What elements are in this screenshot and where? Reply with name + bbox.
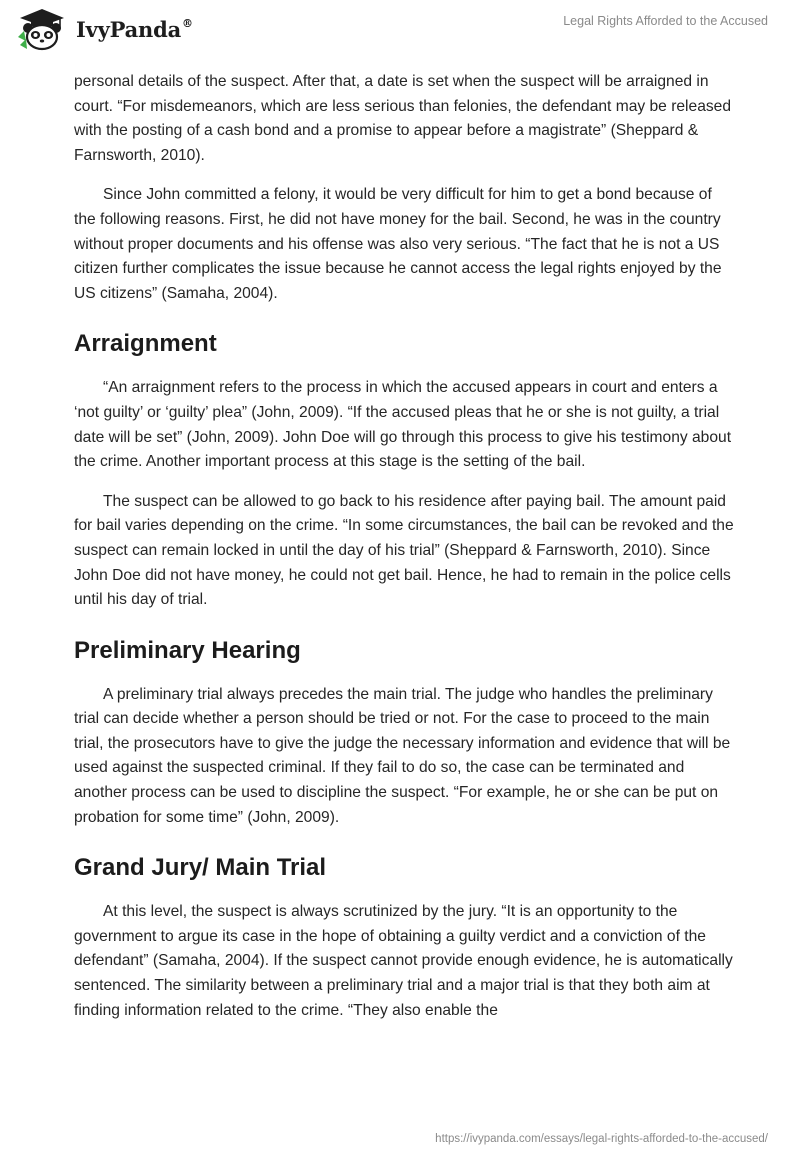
section-heading-arraignment: Arraignment [74,330,217,358]
paragraph: The suspect can be allowed to go back to his residence after paying bail. The amount paid for bail varies depending on the crime. “In some circumstances, the bail can be revoked and the suspect can remain locked in until the day of his trial” (Sheppard & Farnsworth, 2010). Since John Doe did not have money, he could not get bail. Hence, he had to remain in the police cells until his day of trial. [74,492,734,609]
section-heading-grand-jury: Grand Jury/ Main Trial [74,854,327,882]
source-url-link[interactable]: https://ivypanda.com/essays/legal-rights-afforded-to-the-accused/ [435,1133,768,1145]
document-title: Legal Rights Afforded to the Accused [563,14,768,28]
paragraph: At this level, the suspect is always scrutinized by the jury. “It is an opportunity to the government to argue its case in the hope of obtaining a guilty verdict and a conviction of the defendant” (Samaha, 2004). If the suspect cannot provide enough evidence, he is automatically sentenced. The similarity between a preliminary trial and a major trial is that they both aim at finding information related to the crime. “They also enable the [74,903,733,1019]
paragraph: “An arraignment refers to the process in which the accused appears in court and enters a ‘not guilty’ or ‘guilty’ plea” (John, 2009). “If the accused pleas that he or she is not guilty, a trial date will be set” (John, 2009). John Doe will go through this process to give his testimony about the crime. Another important process at this stage is the setting of the bail. [74,379,732,471]
section-heading-preliminary-hearing: Preliminary Hearing [74,636,301,664]
essay-body [74,70,734,1038]
paragraph: Since John committed a felony, it would be very difficult for him to get a bond because of the following reasons. First, he did not have money for the bail. Second, he was in the country without proper documents and his offense was also very serious. “The fact that he is not a US citizen further complicates the issue because he cannot access the legal rights enjoyed by the US citizens” (Samaha, 2004). [74,186,722,302]
page-header [0,0,800,60]
brand-name: IvyPanda® [76,16,193,42]
ivypanda-logo[interactable] [14,7,193,51]
paragraph: A preliminary trial always precedes the main trial. The judge who handles the preliminary trial can decide whether a person should be tried or not. For the case to proceed to the main trial, the prosecutors have to give the judge the necessary information and evidence that will be used against the suspected criminal. If they fail to do so, the case can be terminated and another process can be used to discipline the suspect. “For example, he or she can be put on probation for some time” (John, 2009). [74,685,731,826]
paragraph: personal details of the suspect. After that, a date is set when the suspect will be arraigned in court. “For misdemeanors, which are less serious than felonies, the defendant may be released with the posting of a cash bond and a promise to appear before a magistrate” (Sheppard & Farnsworth, 2010). [74,73,732,164]
panda-graduate-icon [14,7,70,51]
